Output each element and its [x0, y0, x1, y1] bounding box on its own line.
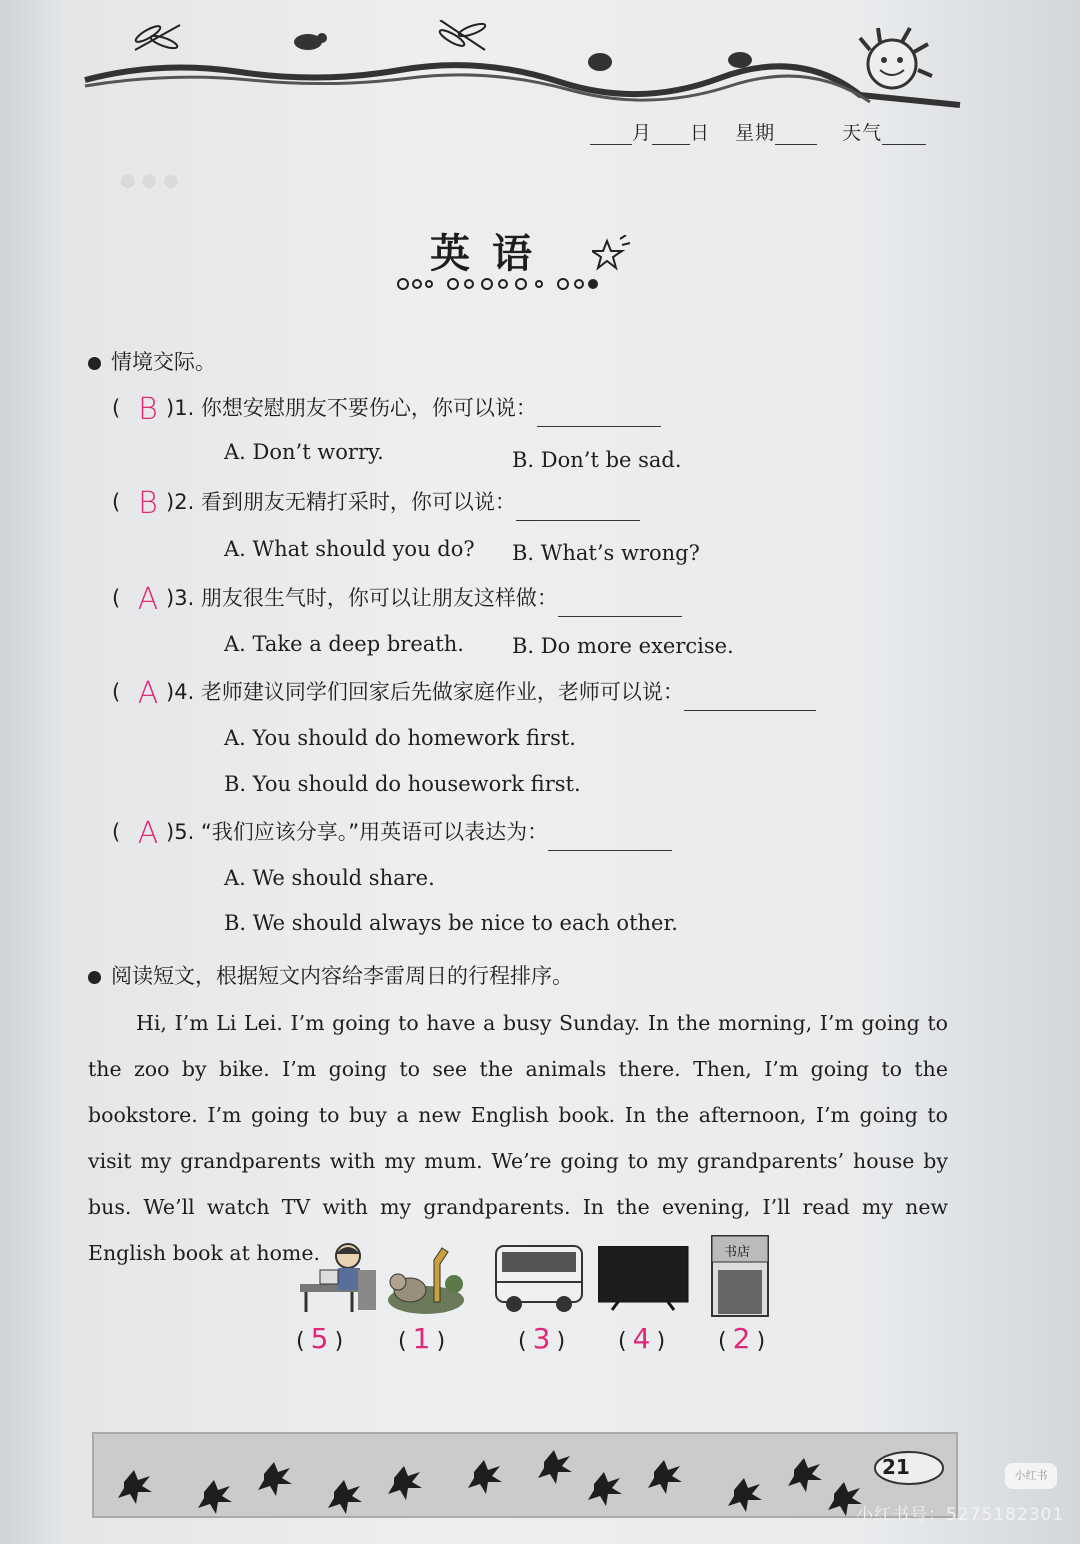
page-title: 英语 [430, 230, 554, 277]
bullet-icon [88, 357, 101, 370]
answer-3[interactable]: A [137, 582, 159, 617]
leaf-border-decoration [92, 1432, 958, 1518]
order-answer-1[interactable]: 5 [310, 1322, 329, 1355]
option-5b: B. We should always be nice to each other. [224, 911, 678, 935]
answer-4[interactable]: A [137, 676, 159, 711]
question-2: ( B )2. 看到朋友无精打采时，你可以说： [112, 486, 640, 521]
order-answer-4[interactable]: 4 [632, 1322, 651, 1355]
reading-passage: Hi, I’m Li Lei. I’m going to have a busy Sunday. In the morning, I’m going to the zoo by bike. I’m going to see the animals there. Then, I’m going to the bookstore. I’m going to buy a new English book. In the afternoon, I’m going to visit my grandparents with my mum. We’re going to my grandparents’ house by bus. We’ll watch TV with my grandparents. In the evening, I’ll read my new English book at home. [88, 1011, 948, 1265]
order-answer-2[interactable]: 1 [412, 1322, 431, 1355]
bookstore-icon [710, 1230, 772, 1318]
bus-icon [494, 1238, 586, 1316]
answer-5[interactable]: A [137, 816, 159, 851]
option-3a: A. Take a deep breath. [224, 632, 464, 656]
question-3: ( A )3. 朋友很生气时，你可以让朋友这样做： [112, 582, 682, 617]
section-heading-reading: 阅读短文，根据短文内容给李雷周日的行程排序。 [88, 960, 573, 990]
date-weather-line: 月 日 星期 天气 [590, 118, 926, 145]
order-slot-3: ( 3 ) [518, 1322, 566, 1355]
page-number: 21 [882, 1455, 910, 1479]
option-1b: B. Don’t be sad. [512, 448, 682, 472]
order-answer-3[interactable]: 3 [532, 1322, 551, 1355]
bullet-icon [88, 971, 101, 984]
xiaohongshu-logo: 小红书 [1005, 1463, 1057, 1489]
title-dots-decoration [395, 274, 605, 294]
option-3b: B. Do more exercise. [512, 634, 734, 658]
order-slot-4: ( 4 ) [618, 1322, 666, 1355]
section-heading-situational: 情境交际。 [88, 346, 216, 376]
answer-1[interactable]: B [138, 392, 158, 427]
tv-icon [598, 1246, 690, 1312]
picture-row [280, 1240, 780, 1320]
option-2a: A. What should you do? [224, 537, 475, 561]
option-4a: A. You should do homework first. [224, 726, 576, 750]
star-icon [592, 235, 632, 275]
option-2b: B. What’s wrong? [512, 541, 700, 565]
zoo-animals-icon [384, 1240, 468, 1318]
question-5: ( A )5. “我们应该分享。”用英语可以表达为： [112, 816, 672, 851]
insect-border-decoration [80, 20, 980, 110]
order-answer-5[interactable]: 2 [732, 1322, 751, 1355]
bookstore-sign: 书店 [724, 1245, 751, 1260]
order-slot-5: ( 2 ) [718, 1322, 766, 1355]
show-through-text: ● ● ● [120, 170, 179, 191]
option-5a: A. We should share. [224, 866, 435, 890]
option-4b: B. You should do housework first. [224, 772, 581, 796]
option-1a: A. Don’t worry. [224, 440, 384, 464]
order-slot-2: ( 1 ) [398, 1322, 446, 1355]
order-slot-1: ( 5 ) [296, 1322, 344, 1355]
answer-2[interactable]: B [138, 486, 158, 521]
reading-boy-icon [296, 1240, 380, 1314]
question-1: ( B )1. 你想安慰朋友不要伤心，你可以说： [112, 392, 661, 427]
question-4: ( A )4. 老师建议同学们回家后先做家庭作业，老师可以说： [112, 676, 816, 711]
watermark-text: 小红书号：5275182301 [856, 1505, 1065, 1525]
